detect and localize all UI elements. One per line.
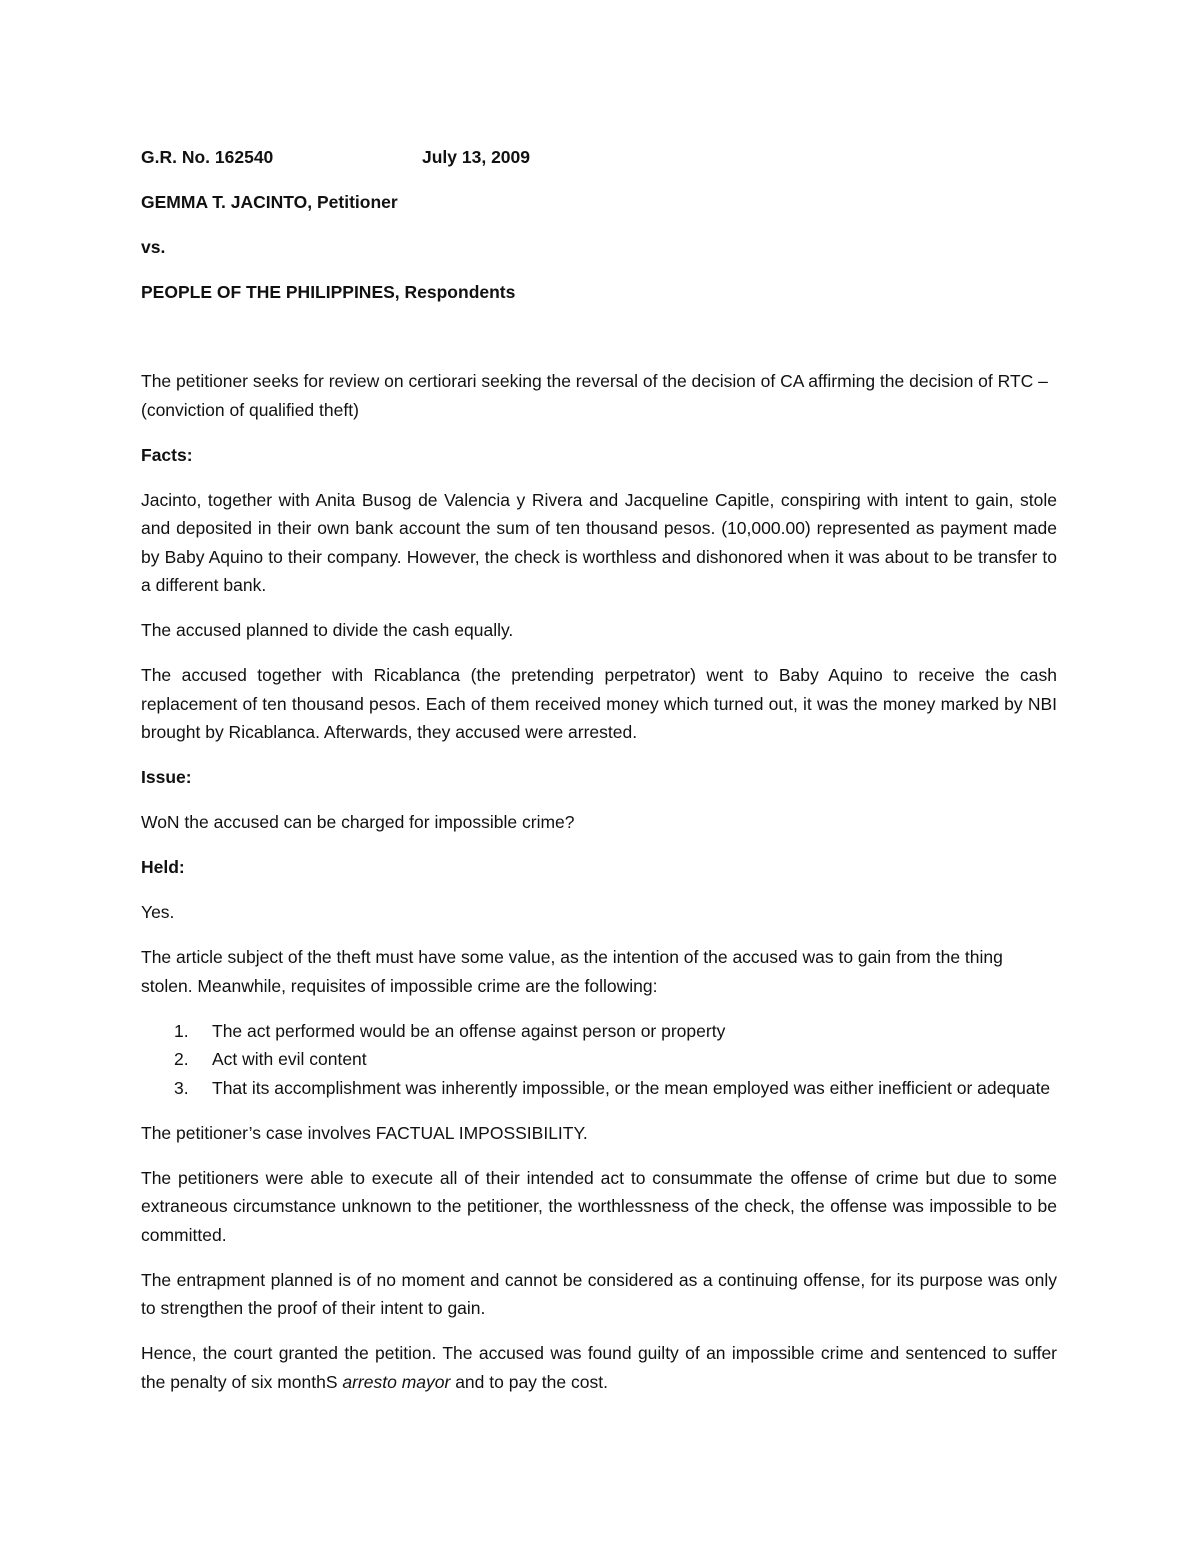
facts-heading: Facts: [141, 444, 193, 465]
list-item [141, 1045, 1057, 1074]
intro-paragraph: The petitioner seeks for review on certiorari seeking the reversal of the decision of CA affirming the decision of RTC – (conviction of qualified theft) [141, 371, 1048, 420]
issue-text: WoN the accused can be charged for impossible crime? [141, 812, 575, 832]
respondent-line: PEOPLE OF THE PHILIPPINES, Respondents [141, 282, 516, 302]
facts-paragraph-2: The accused planned to divide the cash equally. [141, 620, 514, 640]
header-spacer [141, 323, 1057, 367]
list-item [141, 1017, 1057, 1046]
issue-heading: Issue: [141, 767, 192, 787]
held-paragraph-3: The petitioners were able to execute all of their intended act to consummate the offense of crime but due to some extraneous circumstance unknown to the petitioner, the worthlessness of the check, the offense was impossible to be committed. [141, 1167, 1057, 1245]
petitioner-line: GEMMA T. JACINTO, Petitioner [141, 192, 398, 212]
decision-date: July 13, 2009 [422, 147, 530, 167]
facts-paragraph-1: Jacinto, together with Anita Busog de Valencia y Rivera and Jacqueline Capitle, conspiring with intent to gain, stole and deposited in their own bank account the sum of ten thousand pesos. (10,000.00) represented as payment made by Baby Aquino to their company. However, the check is worthless and dishonored when it was about to be transfer to a different bank. [141, 489, 1057, 595]
conclusion-italic-term: arresto mayor [342, 1371, 451, 1392]
list-item [141, 1074, 1057, 1103]
case-header [141, 143, 1057, 172]
conclusion-text-start: Hence, the court granted the petition. The accused was found guilty of an impossible crime and sentenced to suffer the penalty of six monthS [141, 1343, 1057, 1392]
list-item-number: 1. [174, 1020, 189, 1041]
list-item-text: The act performed would be an offense against person or property [212, 1020, 726, 1041]
versus-line: vs. [141, 237, 166, 257]
list-item-text: That its accomplishment was inherently impossible, or the mean employed was either inefficient or adequate [212, 1077, 1051, 1098]
list-item-text: Act with evil content [212, 1049, 367, 1069]
held-answer: Yes. [141, 902, 175, 922]
conclusion-paragraph [141, 1339, 1057, 1396]
conclusion-text-end: and to pay the cost. [450, 1371, 608, 1392]
list-item-number: 2. [174, 1049, 189, 1069]
gr-number: G.R. No. 162540 [141, 147, 274, 167]
held-paragraph-1: The article subject of the theft must have some value, as the intention of the accused was to gain from the thing stolen. Meanwhile, requisites of impossible crime are the following: [141, 947, 1003, 996]
requisites-list [141, 1017, 1057, 1103]
held-paragraph-2: The petitioner’s case involves FACTUAL IMPOSSIBILITY. [141, 1122, 588, 1143]
case-digest-document [141, 143, 1057, 1413]
list-item-number: 3. [174, 1077, 189, 1098]
held-paragraph-4: The entrapment planned is of no moment and cannot be considered as a continuing offense, for its purpose was only to strengthen the proof of their intent to gain. [141, 1269, 1057, 1318]
held-heading: Held: [141, 857, 185, 877]
facts-paragraph-3: The accused together with Ricablanca (the pretending perpetrator) went to Baby Aquino to receive the cash replacement of ten thousand pesos. Each of them received money which turned out, it was the money marked by NBI brought by Ricablanca. Afterwards, they accused were arrested. [141, 665, 1057, 742]
